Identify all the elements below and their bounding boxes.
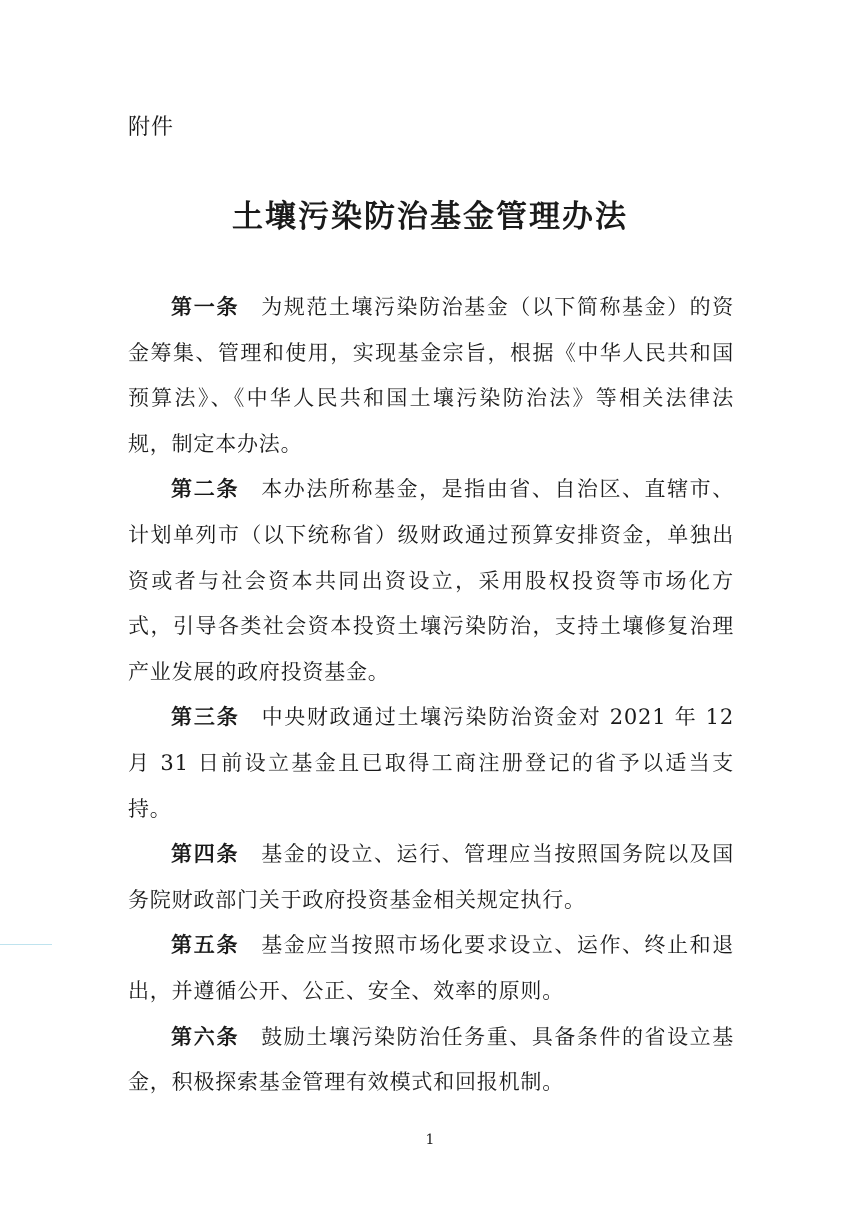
article-text: 基金应当按照市场化要求设立、运作、终止和退出，并遵循公开、公正、安全、效率的原则。 xyxy=(128,933,734,1003)
article-1 xyxy=(128,285,734,467)
article-text: 鼓励土壤污染防治任务重、具备条件的省设立基金，积极探索基金管理有效模式和回报机制。 xyxy=(128,1024,734,1095)
article-number: 第二条 xyxy=(171,477,240,502)
article-number: 第四条 xyxy=(171,842,240,867)
article-number: 第三条 xyxy=(171,705,240,730)
article-text: 本办法所称基金，是指由省、自治区、直辖市、计划单列市（以下统称省）级财政通过预算安排资金，单独出资或者与社会资本共同出资设立，采用股权投资等市场化方式，引导各类社会资本投资土壤污染防治，支持土壤修复治理产业发展的政府投资基金。 xyxy=(128,477,734,684)
article-3 xyxy=(128,695,734,832)
article-number: 第一条 xyxy=(171,295,240,319)
document-body xyxy=(128,285,734,1106)
attachment-label: 附件 xyxy=(128,115,175,140)
article-5 xyxy=(128,923,734,1014)
document-title: 土壤污染防治基金管理办法 xyxy=(232,199,628,235)
page-number: 1 xyxy=(425,1132,435,1148)
article-text: 中央财政通过土壤污染防治资金对 2021 年 12 月 31 日前设立基金且已取得工商注册登记的省予以适当支持。 xyxy=(128,705,735,821)
article-6 xyxy=(128,1015,734,1106)
article-2 xyxy=(128,467,734,695)
article-4 xyxy=(128,832,734,923)
article-text: 基金的设立、运行、管理应当按照国务院以及国务院财政部门关于政府投资基金相关规定执行。 xyxy=(128,842,734,912)
article-number: 第五条 xyxy=(171,933,240,958)
article-number: 第六条 xyxy=(171,1024,240,1049)
scan-artifact-line xyxy=(0,944,52,945)
article-text: 为规范土壤污染防治基金（以下简称基金）的资金筹集、管理和使用，实现基金宗旨，根据《中华人民共和国预算法》、《中华人民共和国土壤污染防治法》等相关法律法规，制定本办法。 xyxy=(128,295,734,456)
